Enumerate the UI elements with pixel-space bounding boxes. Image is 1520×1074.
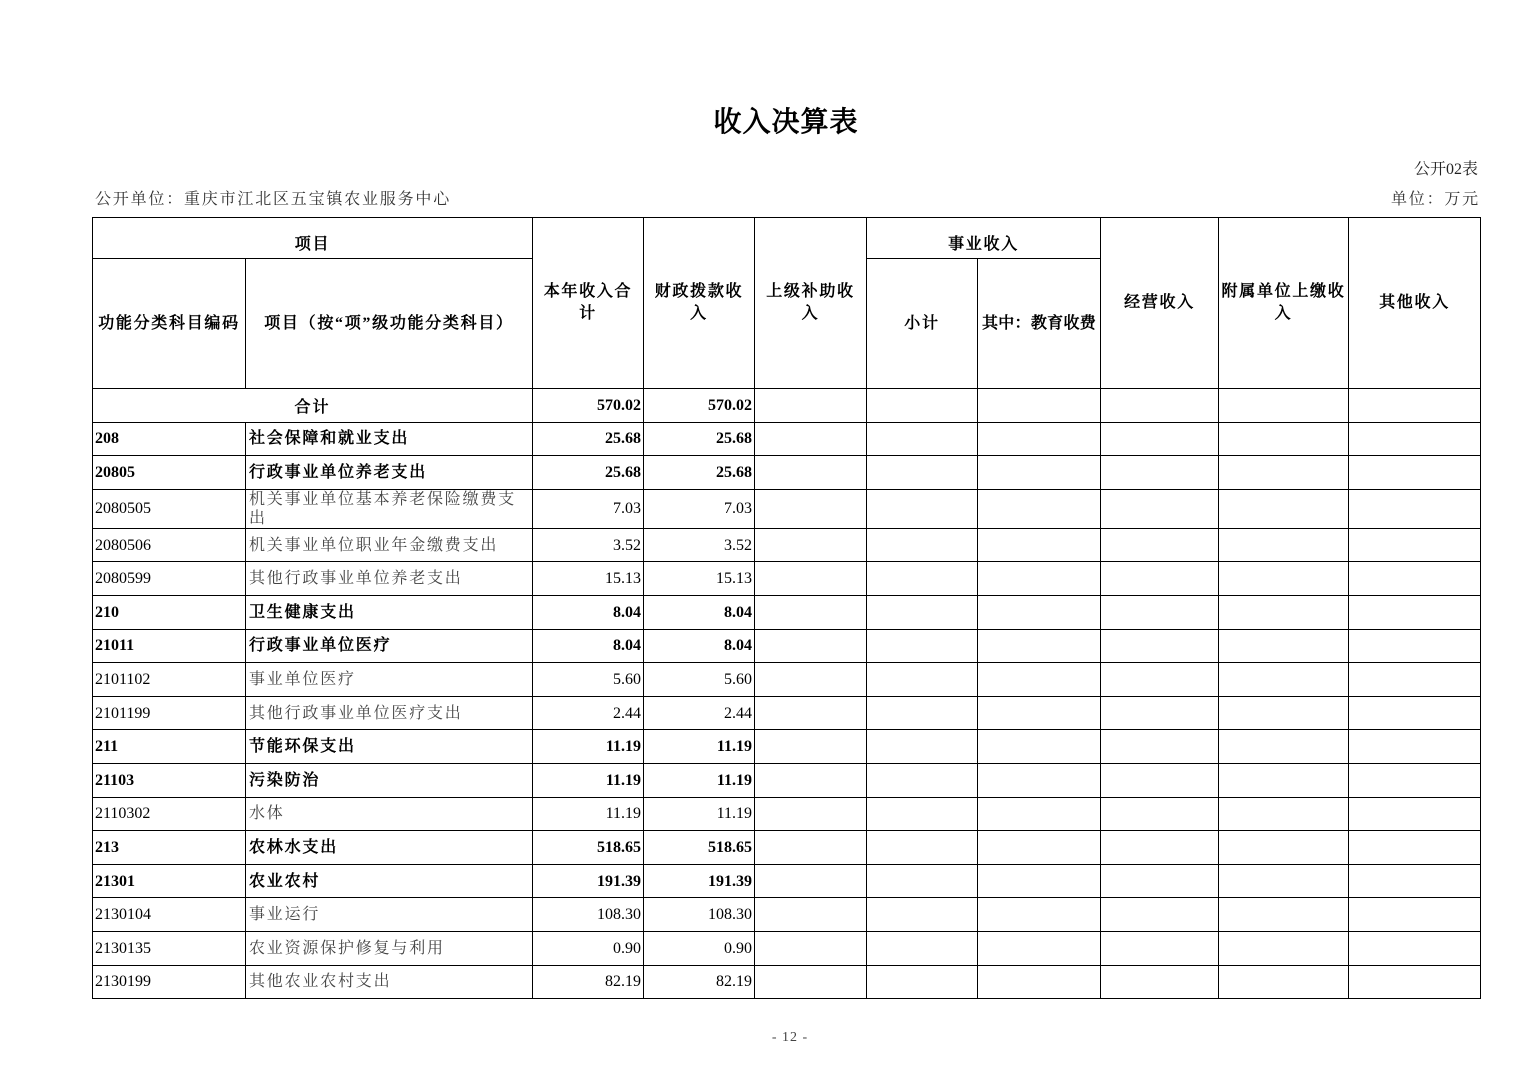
- affiliated-remittance-cell: [1219, 663, 1349, 697]
- affiliated-remittance-cell: [1219, 528, 1349, 562]
- total-income-cell: 2.44: [533, 696, 644, 730]
- table-row: [93, 797, 1481, 831]
- header-superior-subsidy: 上级补助收入: [755, 218, 867, 389]
- superior-subsidy-cell: [755, 797, 867, 831]
- fiscal-appropriation-cell: 0.90: [644, 931, 755, 965]
- header-other-income: 其他收入: [1349, 218, 1481, 389]
- education-fees-cell: [978, 629, 1101, 663]
- fiscal-appropriation-cell: 11.19: [644, 797, 755, 831]
- fiscal-appropriation-cell: 8.04: [644, 629, 755, 663]
- fiscal-appropriation-cell: 11.19: [644, 763, 755, 797]
- education-fees-cell: [978, 456, 1101, 490]
- education-fees-cell: [978, 965, 1101, 999]
- item-name-cell: 事业运行: [246, 898, 533, 932]
- total-income-cell: 11.19: [533, 797, 644, 831]
- item-name-cell: 其他行政事业单位养老支出: [246, 562, 533, 596]
- operating-income-cell: [1101, 696, 1219, 730]
- table-row: [93, 965, 1481, 999]
- other-income-cell: [1349, 629, 1481, 663]
- item-name-cell: 社会保障和就业支出: [246, 422, 533, 456]
- total-income-cell: 7.03: [533, 489, 644, 528]
- table-row: [93, 663, 1481, 697]
- account-code-cell: 21301: [93, 864, 246, 898]
- fiscal-appropriation-cell: 2.44: [644, 696, 755, 730]
- fiscal-appropriation-cell: 108.30: [644, 898, 755, 932]
- table-row: [93, 763, 1481, 797]
- superior-subsidy-cell: [755, 730, 867, 764]
- business-subtotal-cell: [867, 489, 978, 528]
- total-income-cell: 108.30: [533, 898, 644, 932]
- affiliated-remittance-cell: [1219, 797, 1349, 831]
- other-income-cell: [1349, 663, 1481, 697]
- total-income-cell: 570.02: [533, 389, 644, 423]
- superior-subsidy-cell: [755, 831, 867, 865]
- affiliated-remittance-cell: [1219, 931, 1349, 965]
- table-body: [93, 389, 1481, 999]
- fiscal-appropriation-cell: 191.39: [644, 864, 755, 898]
- account-code-cell: 208: [93, 422, 246, 456]
- business-subtotal-cell: [867, 965, 978, 999]
- affiliated-remittance-cell: [1219, 389, 1349, 423]
- account-code-cell: 2080506: [93, 528, 246, 562]
- other-income-cell: [1349, 489, 1481, 528]
- item-name-cell: 农林水支出: [246, 831, 533, 865]
- other-income-cell: [1349, 864, 1481, 898]
- header-account-code: 功能分类科目编码: [93, 259, 246, 389]
- other-income-cell: [1349, 562, 1481, 596]
- item-name-cell: 农业农村: [246, 864, 533, 898]
- fiscal-appropriation-cell: 82.19: [644, 965, 755, 999]
- table-row: [93, 831, 1481, 865]
- item-name-cell: 水体: [246, 797, 533, 831]
- affiliated-remittance-cell: [1219, 595, 1349, 629]
- total-income-cell: 8.04: [533, 629, 644, 663]
- item-name-cell: 节能环保支出: [246, 730, 533, 764]
- operating-income-cell: [1101, 831, 1219, 865]
- superior-subsidy-cell: [755, 389, 867, 423]
- operating-income-cell: [1101, 528, 1219, 562]
- account-code-cell: 20805: [93, 456, 246, 490]
- total-income-cell: 0.90: [533, 931, 644, 965]
- account-code-cell: 21103: [93, 763, 246, 797]
- business-subtotal-cell: [867, 456, 978, 490]
- other-income-cell: [1349, 456, 1481, 490]
- account-code-cell: 2080599: [93, 562, 246, 596]
- business-subtotal-cell: [867, 629, 978, 663]
- fiscal-appropriation-cell: 5.60: [644, 663, 755, 697]
- item-name-cell: 行政事业单位养老支出: [246, 456, 533, 490]
- table-row: [93, 696, 1481, 730]
- operating-income-cell: [1101, 763, 1219, 797]
- fiscal-appropriation-cell: 570.02: [644, 389, 755, 423]
- other-income-cell: [1349, 422, 1481, 456]
- header-fiscal-appropriation: 财政拨款收入: [644, 218, 755, 389]
- superior-subsidy-cell: [755, 763, 867, 797]
- education-fees-cell: [978, 422, 1101, 456]
- total-income-cell: 11.19: [533, 763, 644, 797]
- education-fees-cell: [978, 595, 1101, 629]
- affiliated-remittance-cell: [1219, 831, 1349, 865]
- business-subtotal-cell: [867, 663, 978, 697]
- business-subtotal-cell: [867, 528, 978, 562]
- education-fees-cell: [978, 663, 1101, 697]
- operating-income-cell: [1101, 456, 1219, 490]
- business-subtotal-cell: [867, 763, 978, 797]
- operating-income-cell: [1101, 797, 1219, 831]
- item-name-cell: 卫生健康支出: [246, 595, 533, 629]
- header-item-name: 项目（按“项”级功能分类科目）: [246, 259, 533, 389]
- superior-subsidy-cell: [755, 562, 867, 596]
- other-income-cell: [1349, 965, 1481, 999]
- item-name-cell: 其他农业农村支出: [246, 965, 533, 999]
- education-fees-cell: [978, 931, 1101, 965]
- other-income-cell: [1349, 595, 1481, 629]
- affiliated-remittance-cell: [1219, 898, 1349, 932]
- business-subtotal-cell: [867, 696, 978, 730]
- business-subtotal-cell: [867, 562, 978, 596]
- education-fees-cell: [978, 389, 1101, 423]
- currency-unit: 单位：万元: [1390, 191, 1480, 208]
- table-row: [93, 898, 1481, 932]
- total-income-cell: 82.19: [533, 965, 644, 999]
- affiliated-remittance-cell: [1219, 562, 1349, 596]
- table-header: [93, 218, 1481, 389]
- superior-subsidy-cell: [755, 528, 867, 562]
- affiliated-remittance-cell: [1219, 629, 1349, 663]
- table-row: [93, 456, 1481, 490]
- form-number: 公开02表: [1413, 161, 1478, 178]
- education-fees-cell: [978, 864, 1101, 898]
- business-subtotal-cell: [867, 864, 978, 898]
- table-row: [93, 931, 1481, 965]
- account-code-cell: 2130199: [93, 965, 246, 999]
- item-name-cell: 其他行政事业单位医疗支出: [246, 696, 533, 730]
- business-subtotal-cell: [867, 730, 978, 764]
- superior-subsidy-cell: [755, 595, 867, 629]
- fiscal-appropriation-cell: 8.04: [644, 595, 755, 629]
- affiliated-remittance-cell: [1219, 456, 1349, 490]
- total-income-cell: 5.60: [533, 663, 644, 697]
- superior-subsidy-cell: [755, 898, 867, 932]
- item-name-cell: 机关事业单位职业年金缴费支出: [246, 528, 533, 562]
- other-income-cell: [1349, 763, 1481, 797]
- other-income-cell: [1349, 898, 1481, 932]
- publishing-unit: 公开单位：重庆市江北区五宝镇农业服务中心: [95, 191, 452, 208]
- account-code-cell: 210: [93, 595, 246, 629]
- fiscal-appropriation-cell: 25.68: [644, 422, 755, 456]
- education-fees-cell: [978, 562, 1101, 596]
- item-name-cell: 机关事业单位基本养老保险缴费支出: [246, 489, 533, 528]
- total-income-cell: 8.04: [533, 595, 644, 629]
- header-business-income: 事业收入: [867, 218, 1101, 259]
- header-business-subtotal: 小计: [867, 259, 978, 389]
- table-row: [93, 629, 1481, 663]
- education-fees-cell: [978, 831, 1101, 865]
- header-total-income: 本年收入合计: [533, 218, 644, 389]
- education-fees-cell: [978, 696, 1101, 730]
- account-code-cell: 2110302: [93, 797, 246, 831]
- business-subtotal-cell: [867, 797, 978, 831]
- header-operating-income: 经营收入: [1101, 218, 1219, 389]
- total-row: [93, 389, 1481, 423]
- item-name-cell: 事业单位医疗: [246, 663, 533, 697]
- page-number: - 12 -: [771, 1030, 809, 1045]
- superior-subsidy-cell: [755, 489, 867, 528]
- document-title: 收入决算表: [713, 107, 859, 138]
- total-income-cell: 25.68: [533, 456, 644, 490]
- operating-income-cell: [1101, 663, 1219, 697]
- operating-income-cell: [1101, 489, 1219, 528]
- education-fees-cell: [978, 528, 1101, 562]
- business-subtotal-cell: [867, 931, 978, 965]
- table-row: [93, 489, 1481, 528]
- education-fees-cell: [978, 730, 1101, 764]
- header-affiliated-remittance: 附属单位上缴收入: [1219, 218, 1349, 389]
- account-code-cell: 21011: [93, 629, 246, 663]
- account-code-cell: 2130104: [93, 898, 246, 932]
- business-subtotal-cell: [867, 595, 978, 629]
- table-row: [93, 595, 1481, 629]
- account-code-cell: 2101199: [93, 696, 246, 730]
- total-income-cell: 191.39: [533, 864, 644, 898]
- header-education-fees: 其中：教育收费: [978, 259, 1101, 389]
- other-income-cell: [1349, 797, 1481, 831]
- education-fees-cell: [978, 489, 1101, 528]
- fiscal-appropriation-cell: 25.68: [644, 456, 755, 490]
- fiscal-appropriation-cell: 15.13: [644, 562, 755, 596]
- table-row: [93, 528, 1481, 562]
- superior-subsidy-cell: [755, 456, 867, 490]
- total-income-cell: 3.52: [533, 528, 644, 562]
- affiliated-remittance-cell: [1219, 422, 1349, 456]
- operating-income-cell: [1101, 595, 1219, 629]
- header-item-group: 项目: [93, 218, 533, 259]
- item-name-cell: 污染防治: [246, 763, 533, 797]
- affiliated-remittance-cell: [1219, 864, 1349, 898]
- total-income-cell: 25.68: [533, 422, 644, 456]
- other-income-cell: [1349, 931, 1481, 965]
- other-income-cell: [1349, 389, 1481, 423]
- affiliated-remittance-cell: [1219, 763, 1349, 797]
- fiscal-appropriation-cell: 11.19: [644, 730, 755, 764]
- operating-income-cell: [1101, 389, 1219, 423]
- fiscal-appropriation-cell: 518.65: [644, 831, 755, 865]
- fiscal-appropriation-cell: 7.03: [644, 489, 755, 528]
- account-code-cell: 211: [93, 730, 246, 764]
- operating-income-cell: [1101, 931, 1219, 965]
- superior-subsidy-cell: [755, 931, 867, 965]
- superior-subsidy-cell: [755, 864, 867, 898]
- affiliated-remittance-cell: [1219, 696, 1349, 730]
- header-row-top: [93, 218, 1481, 259]
- business-subtotal-cell: [867, 422, 978, 456]
- operating-income-cell: [1101, 562, 1219, 596]
- operating-income-cell: [1101, 864, 1219, 898]
- table-row: [93, 730, 1481, 764]
- affiliated-remittance-cell: [1219, 965, 1349, 999]
- total-income-cell: 11.19: [533, 730, 644, 764]
- affiliated-remittance-cell: [1219, 730, 1349, 764]
- affiliated-remittance-cell: [1219, 489, 1349, 528]
- superior-subsidy-cell: [755, 663, 867, 697]
- account-code-cell: 213: [93, 831, 246, 865]
- item-name-cell: 行政事业单位医疗: [246, 629, 533, 663]
- education-fees-cell: [978, 797, 1101, 831]
- operating-income-cell: [1101, 898, 1219, 932]
- account-code-cell: 2101102: [93, 663, 246, 697]
- other-income-cell: [1349, 730, 1481, 764]
- business-subtotal-cell: [867, 389, 978, 423]
- account-code-cell: 2080505: [93, 489, 246, 528]
- business-subtotal-cell: [867, 831, 978, 865]
- superior-subsidy-cell: [755, 629, 867, 663]
- superior-subsidy-cell: [755, 422, 867, 456]
- business-subtotal-cell: [867, 898, 978, 932]
- superior-subsidy-cell: [755, 696, 867, 730]
- income-final-accounts-table: [92, 217, 1481, 999]
- other-income-cell: [1349, 696, 1481, 730]
- other-income-cell: [1349, 831, 1481, 865]
- operating-income-cell: [1101, 422, 1219, 456]
- operating-income-cell: [1101, 730, 1219, 764]
- fiscal-appropriation-cell: 3.52: [644, 528, 755, 562]
- table-row: [93, 562, 1481, 596]
- total-income-cell: 15.13: [533, 562, 644, 596]
- item-name-cell: 农业资源保护修复与利用: [246, 931, 533, 965]
- total-label: 合计: [93, 389, 533, 423]
- table-row: [93, 422, 1481, 456]
- table-row: [93, 864, 1481, 898]
- account-code-cell: 2130135: [93, 931, 246, 965]
- superior-subsidy-cell: [755, 965, 867, 999]
- education-fees-cell: [978, 898, 1101, 932]
- total-income-cell: 518.65: [533, 831, 644, 865]
- operating-income-cell: [1101, 965, 1219, 999]
- education-fees-cell: [978, 763, 1101, 797]
- operating-income-cell: [1101, 629, 1219, 663]
- other-income-cell: [1349, 528, 1481, 562]
